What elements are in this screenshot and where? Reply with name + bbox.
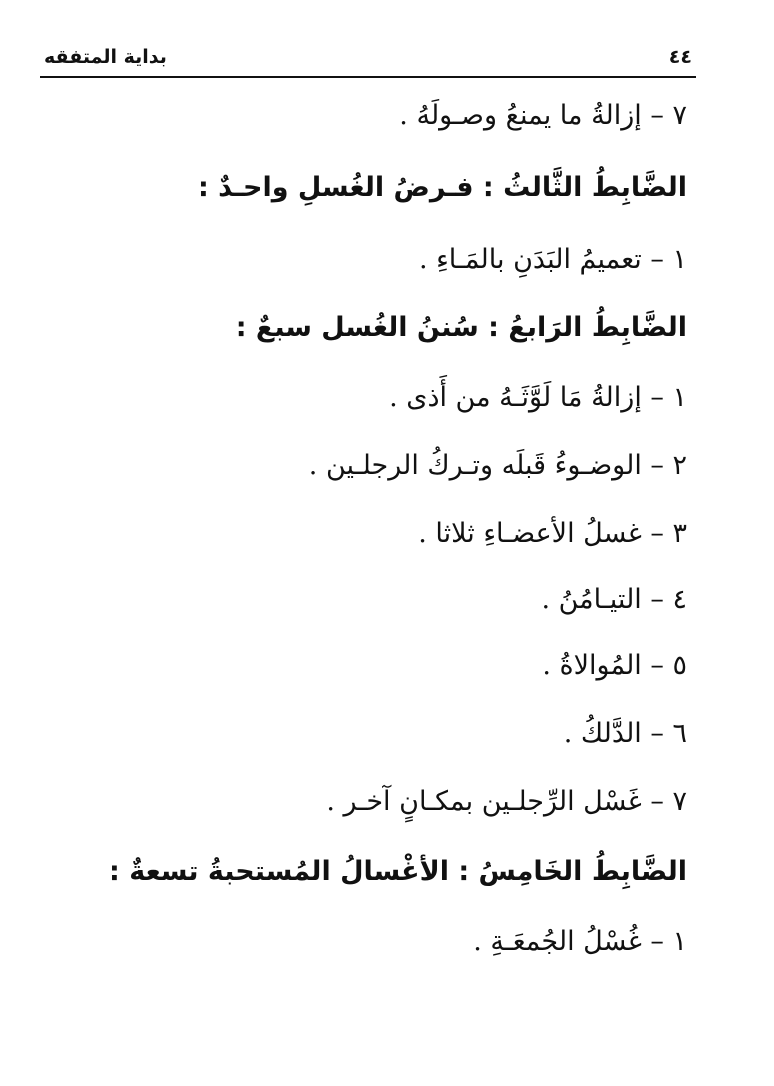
book-title: بداية المتفقه xyxy=(44,46,167,68)
list-item-start-right: ٤ – التيـامُنُ . xyxy=(541,584,687,615)
section-heading-third-rule: الضَّابِطُ الثَّالثُ : فـرضُ الغُسلِ واحـدٌ : xyxy=(197,172,687,203)
section-heading-fifth-rule: الضَّابِطُ الخَامِسُ : الأغْسالُ المُستحبةُ تسعةٌ : xyxy=(109,856,687,887)
running-head xyxy=(40,42,696,78)
list-item-rubbing: ٦ – الدَّلكُ . xyxy=(563,718,687,749)
list-item-removal-obstacle: ٧ – إزالةُ ما يمنعُ وصـولَهُ . xyxy=(399,100,687,131)
list-item-wudu-before: ٢ – الوضـوءُ قَبلَه وتـركُ الرجلـين . xyxy=(308,450,687,481)
list-item-wash-limbs-thrice: ٣ – غسلُ الأعضـاءِ ثلاثا . xyxy=(418,518,687,549)
header-divider xyxy=(40,76,696,78)
list-item-remove-impurity: ١ – إزالةُ مَا لَوَّثَـهُ من أَذى . xyxy=(389,382,687,413)
section-heading-fourth-rule: الضَّابِطُ الرَابعُ : سُننُ الغُسل سبعٌ : xyxy=(235,312,687,343)
page-number: ٤٤ xyxy=(668,46,692,68)
list-item-friday-ghusl: ١ – غُسْلُ الجُمعَـةِ . xyxy=(473,926,687,957)
list-item-continuity: ٥ – المُوالاةُ . xyxy=(542,650,687,681)
list-item-wash-whole-body: ١ – تعميمُ البَدَنِ بالمَـاءِ . xyxy=(418,244,687,275)
list-item-wash-feet-elsewhere: ٧ – غَسْل الرِّجلـين بمكـانٍ آخـر . xyxy=(326,786,687,817)
